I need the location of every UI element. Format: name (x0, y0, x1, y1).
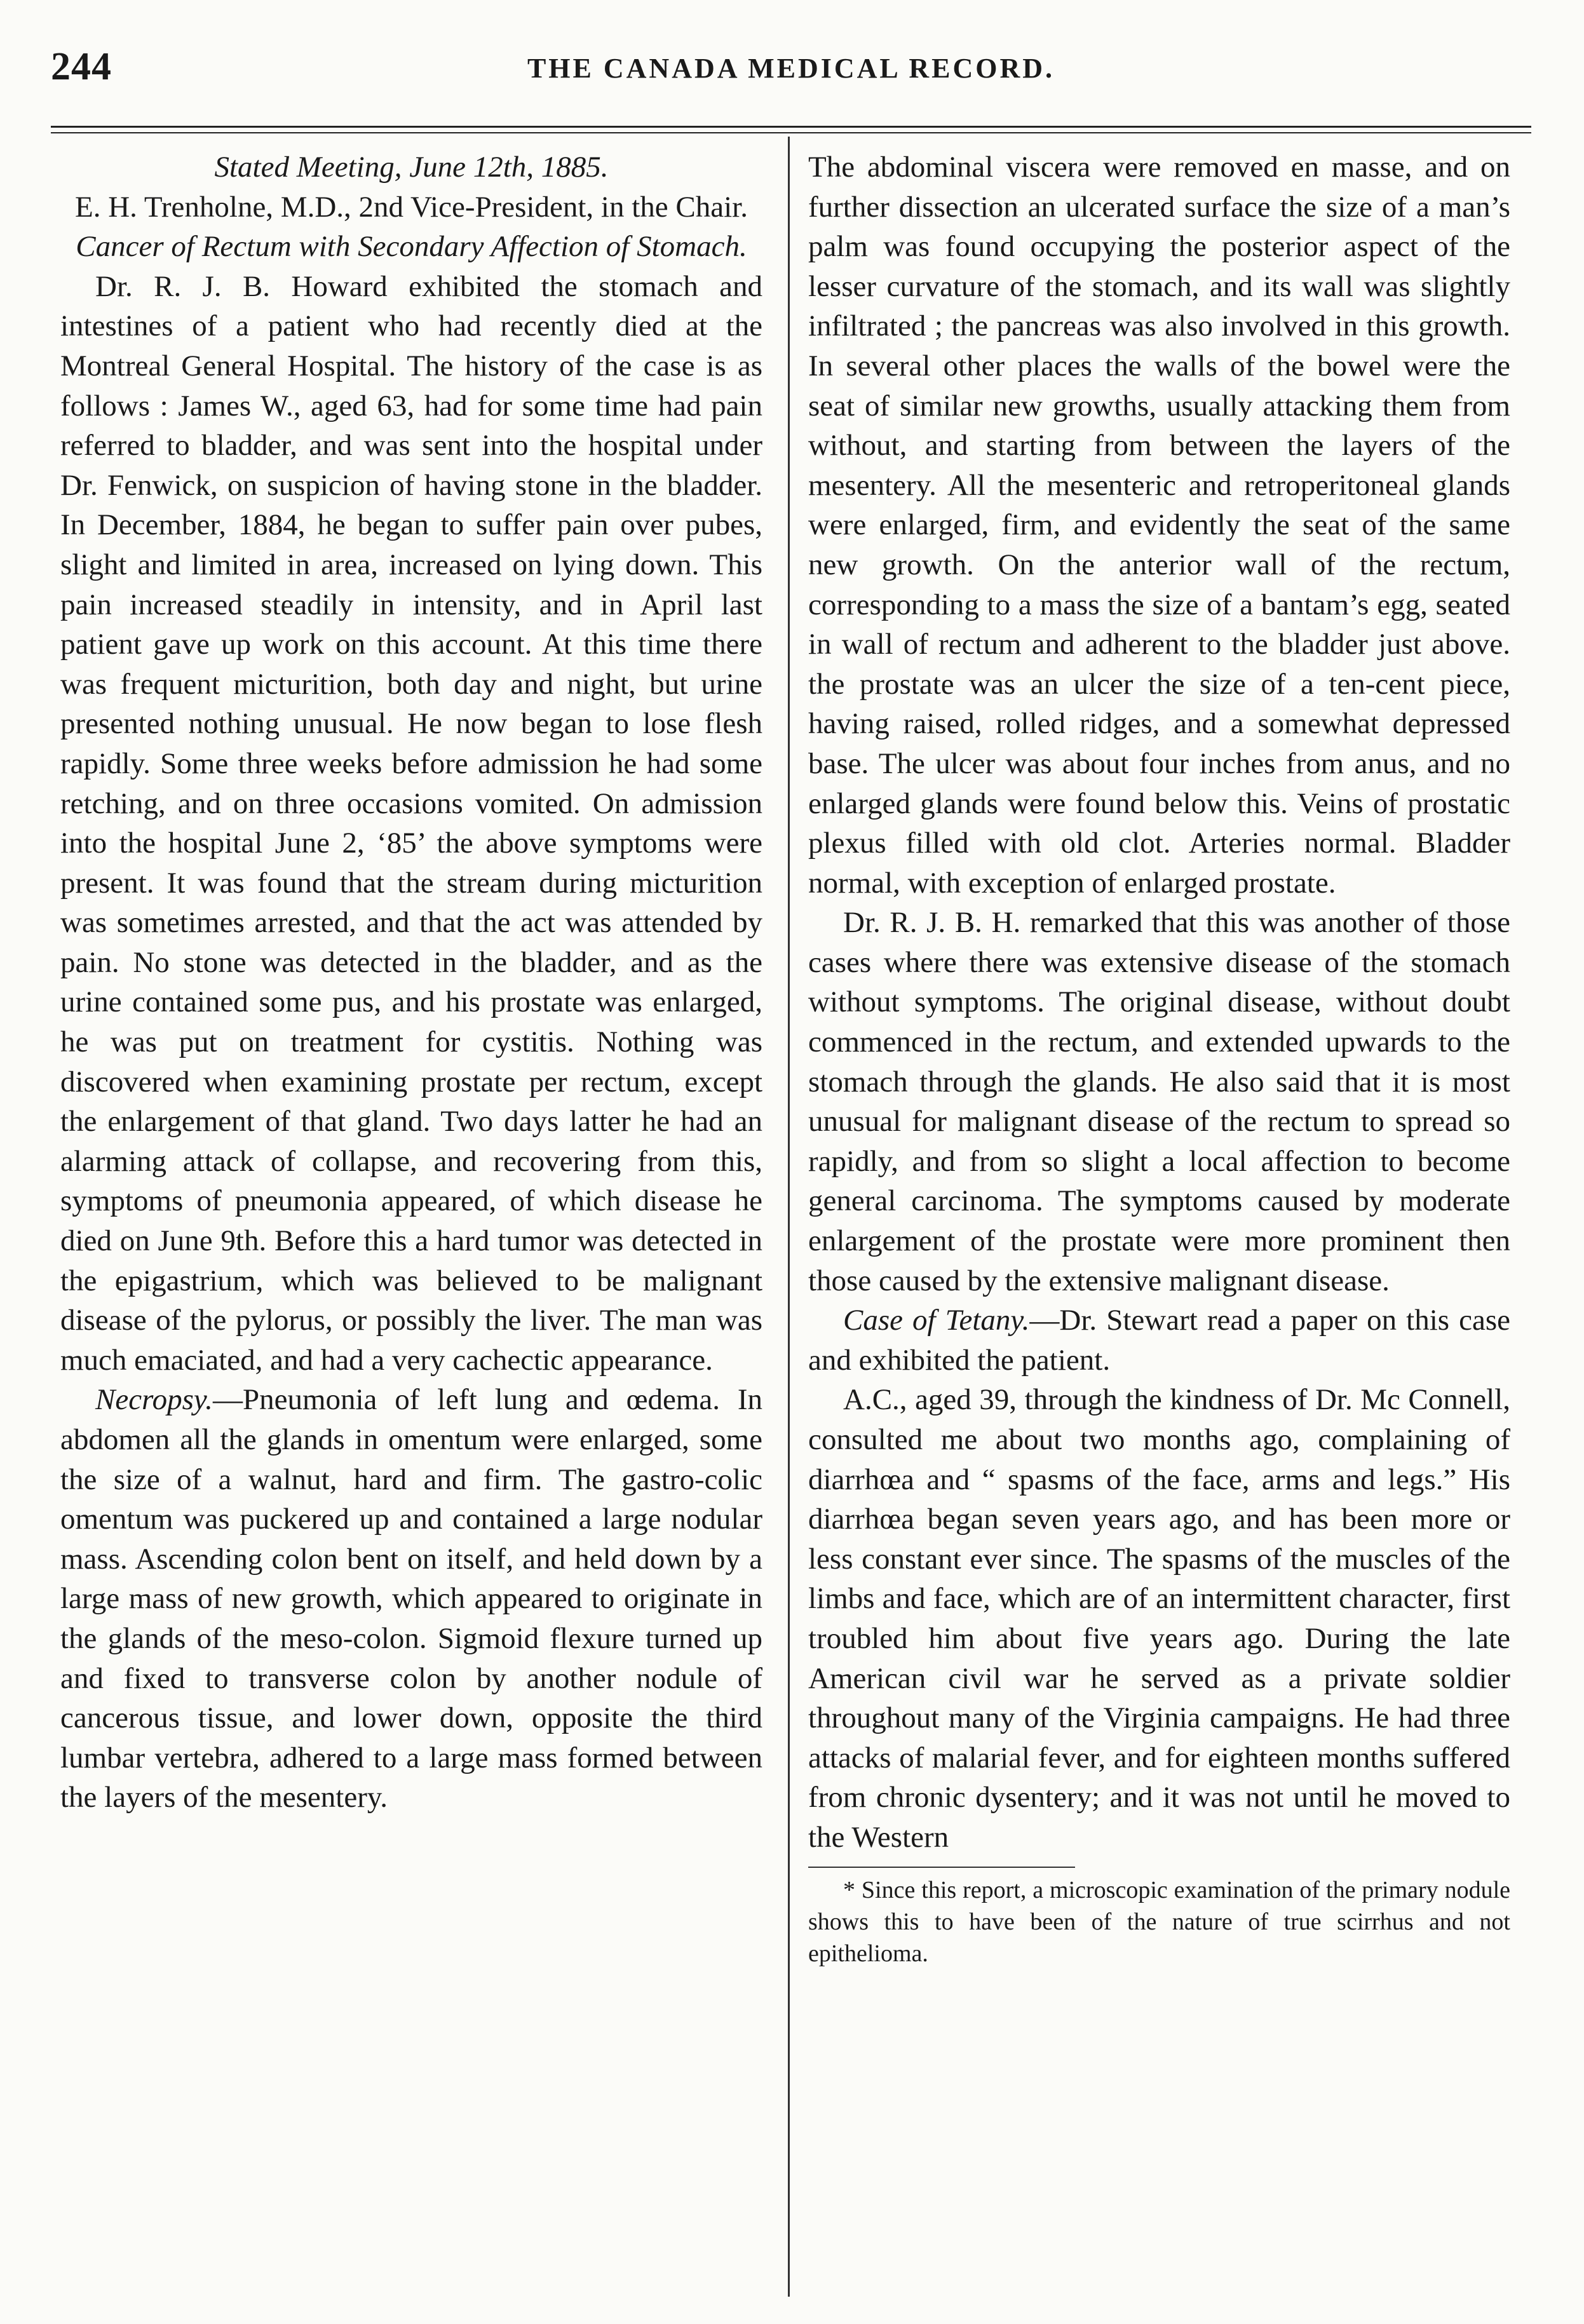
necropsy-label: Necropsy. (95, 1383, 213, 1417)
page-number: 244 (51, 45, 112, 88)
case-history-paragraph: Dr. R. J. B. Howard exhibited the stomach and intestines of a patient who had recently died at the Montreal General Hospital. The history of the case is as follows : James W., aged 63, had for some time had pain referred to bladder, and was sent into the hospital under Dr. Fenwick, on suspicion of having stone in the bladder. In December, 1884, he began to suffer pain over pubes, slight and limited in area, increased on lying down. This pain increased steadily in intensity, and in April last patient gave up work on this account. At this time there was frequent micturition, both day and night, but urine presented nothing unusual. He now began to lose flesh rapidly. Some three weeks before admission he had some retching, and on three occasions vomited. On admission into the hospital June 2, ‘85’ the above symptoms were present. It was found that the stream during micturition was sometimes arrested, and that the act was attended by pain. No stone was detected in the bladder, and as the urine contained some pus, and his prostate was enlarged, he was put on treatment for cystitis. Nothing was discovered when examining prostate per rectum, except the enlargement of that gland. Two days latter he had an alarming attack of collapse, and recovering from this, symptoms of pneumonia appeared, of which disease he died on June 9th. Before this a hard tumor was detected in the epigastrium, which was believed to be malignant disease of the pylorus, or possibly the liver. The man was much emaciated, and had a very cachectic appearance. (60, 269, 762, 1377)
tetany-label: Case of Tetany. (843, 1304, 1030, 1337)
left-column (60, 147, 762, 1818)
chair-line: E. H. Trenholne, M.D., 2nd Vice-President, in the Chair. (75, 190, 748, 224)
dissection-paragraph: The abdominal viscera were removed en masse, and on further dissection an ulcerated surface the size of a man’s palm was found occupying the posterior aspect of the lesser curvature of the stomach, and its wall was slightly infiltrated ; the pancreas was also involved in this growth. In several other places the walls of the bowel were the seat of similar new growths, usually attacking them from without, and starting from between the layers of the mesentery. All the mesenteric and retroperitoneal glands were enlarged, firm, and evidently the seat of the same new growth. On the anterior wall of the rectum, corresponding to a mass the size of a bantam’s egg, seated in wall of rectum and adherent to the bladder just above. the prostate was an ulcer the size of a ten-cent piece, having raised, rolled ridges, and a somewhat depressed base. The ulcer was about four inches from anus, and no enlarged glands were found below this. Veins of prostatic plexus filled with old clot. Arteries normal. Bladder normal, with exception of enlarged prostate. (808, 151, 1510, 900)
running-head: THE CANADA MEDICAL RECORD. (527, 53, 1055, 84)
right-column (808, 147, 1510, 1969)
patient-history-paragraph: A.C., aged 39, through the kindness of Dr. Mc Connell, consulted me about two months ago, complaining of diarrhœa and “ spasms of the face, arms and legs.” His diarrhœa began seven years ago, and has been more or less constant ever since. The spasms of the muscles of the limbs and face, which are of an intermittent character, first troubled him about five years ago. During the late American civil war he served as a private soldier throughout many of the Virginia campaigns. He had three attacks of malarial fever, and for eighteen months suffered from chronic dysentery; and it was not until he moved to the Western (808, 1383, 1510, 1854)
remarks-paragraph: Dr. R. J. B. H. remarked that this was another of those cases where there was extensive disease of the stomach without symptoms. The original disease, without doubt commenced in the rectum, and extended upwards to the stomach through the glands. He also said that it is most unusual for malignant disease of the rectum to spread so rapidly, and from so slight a local affection to become general carcinoma. The symptoms caused by moderate enlargement of the prostate were more prominent then those caused by the extensive malignant disease. (808, 906, 1510, 1297)
tetany-text: —Dr. Stewart read a paper on this case and exhibited the patient. (808, 1304, 1510, 1377)
necropsy-text: —Pneumonia of left lung and œdema. In abdomen all the glands in omentum were enlarged, some the size of a walnut, hard and firm. The gastro-colic omentum was puckered up and contained a large nodular mass. Ascending colon bent on itself, and held down by a large mass of new growth, which appeared to originate in the glands of the meso-colon. Sigmoid flexure turned up and fixed to transverse colon by another nodule of cancerous tissue, and lower down, opposite the third lumbar vertebra, adhered to a large mass formed between the layers of the mesentery. (60, 1383, 762, 1814)
footnote: * Since this report, a microscopic examination of the primary nodule shows this to have been of the nature of true scirrhus and not epithelioma. (808, 1876, 1510, 1967)
tetany-paragraph (808, 1300, 1510, 1380)
footnote-rule (808, 1867, 1075, 1868)
header-rule (51, 126, 1531, 128)
page-header (51, 38, 1531, 95)
header-rule-thin (51, 132, 1531, 133)
case-title: Cancer of Rectum with Secondary Affection of Stomach. (76, 230, 747, 264)
necropsy-paragraph (60, 1380, 762, 1818)
column-divider (788, 137, 790, 2297)
meeting-title: Stated Meeting, June 12th, 1885. (214, 151, 609, 184)
